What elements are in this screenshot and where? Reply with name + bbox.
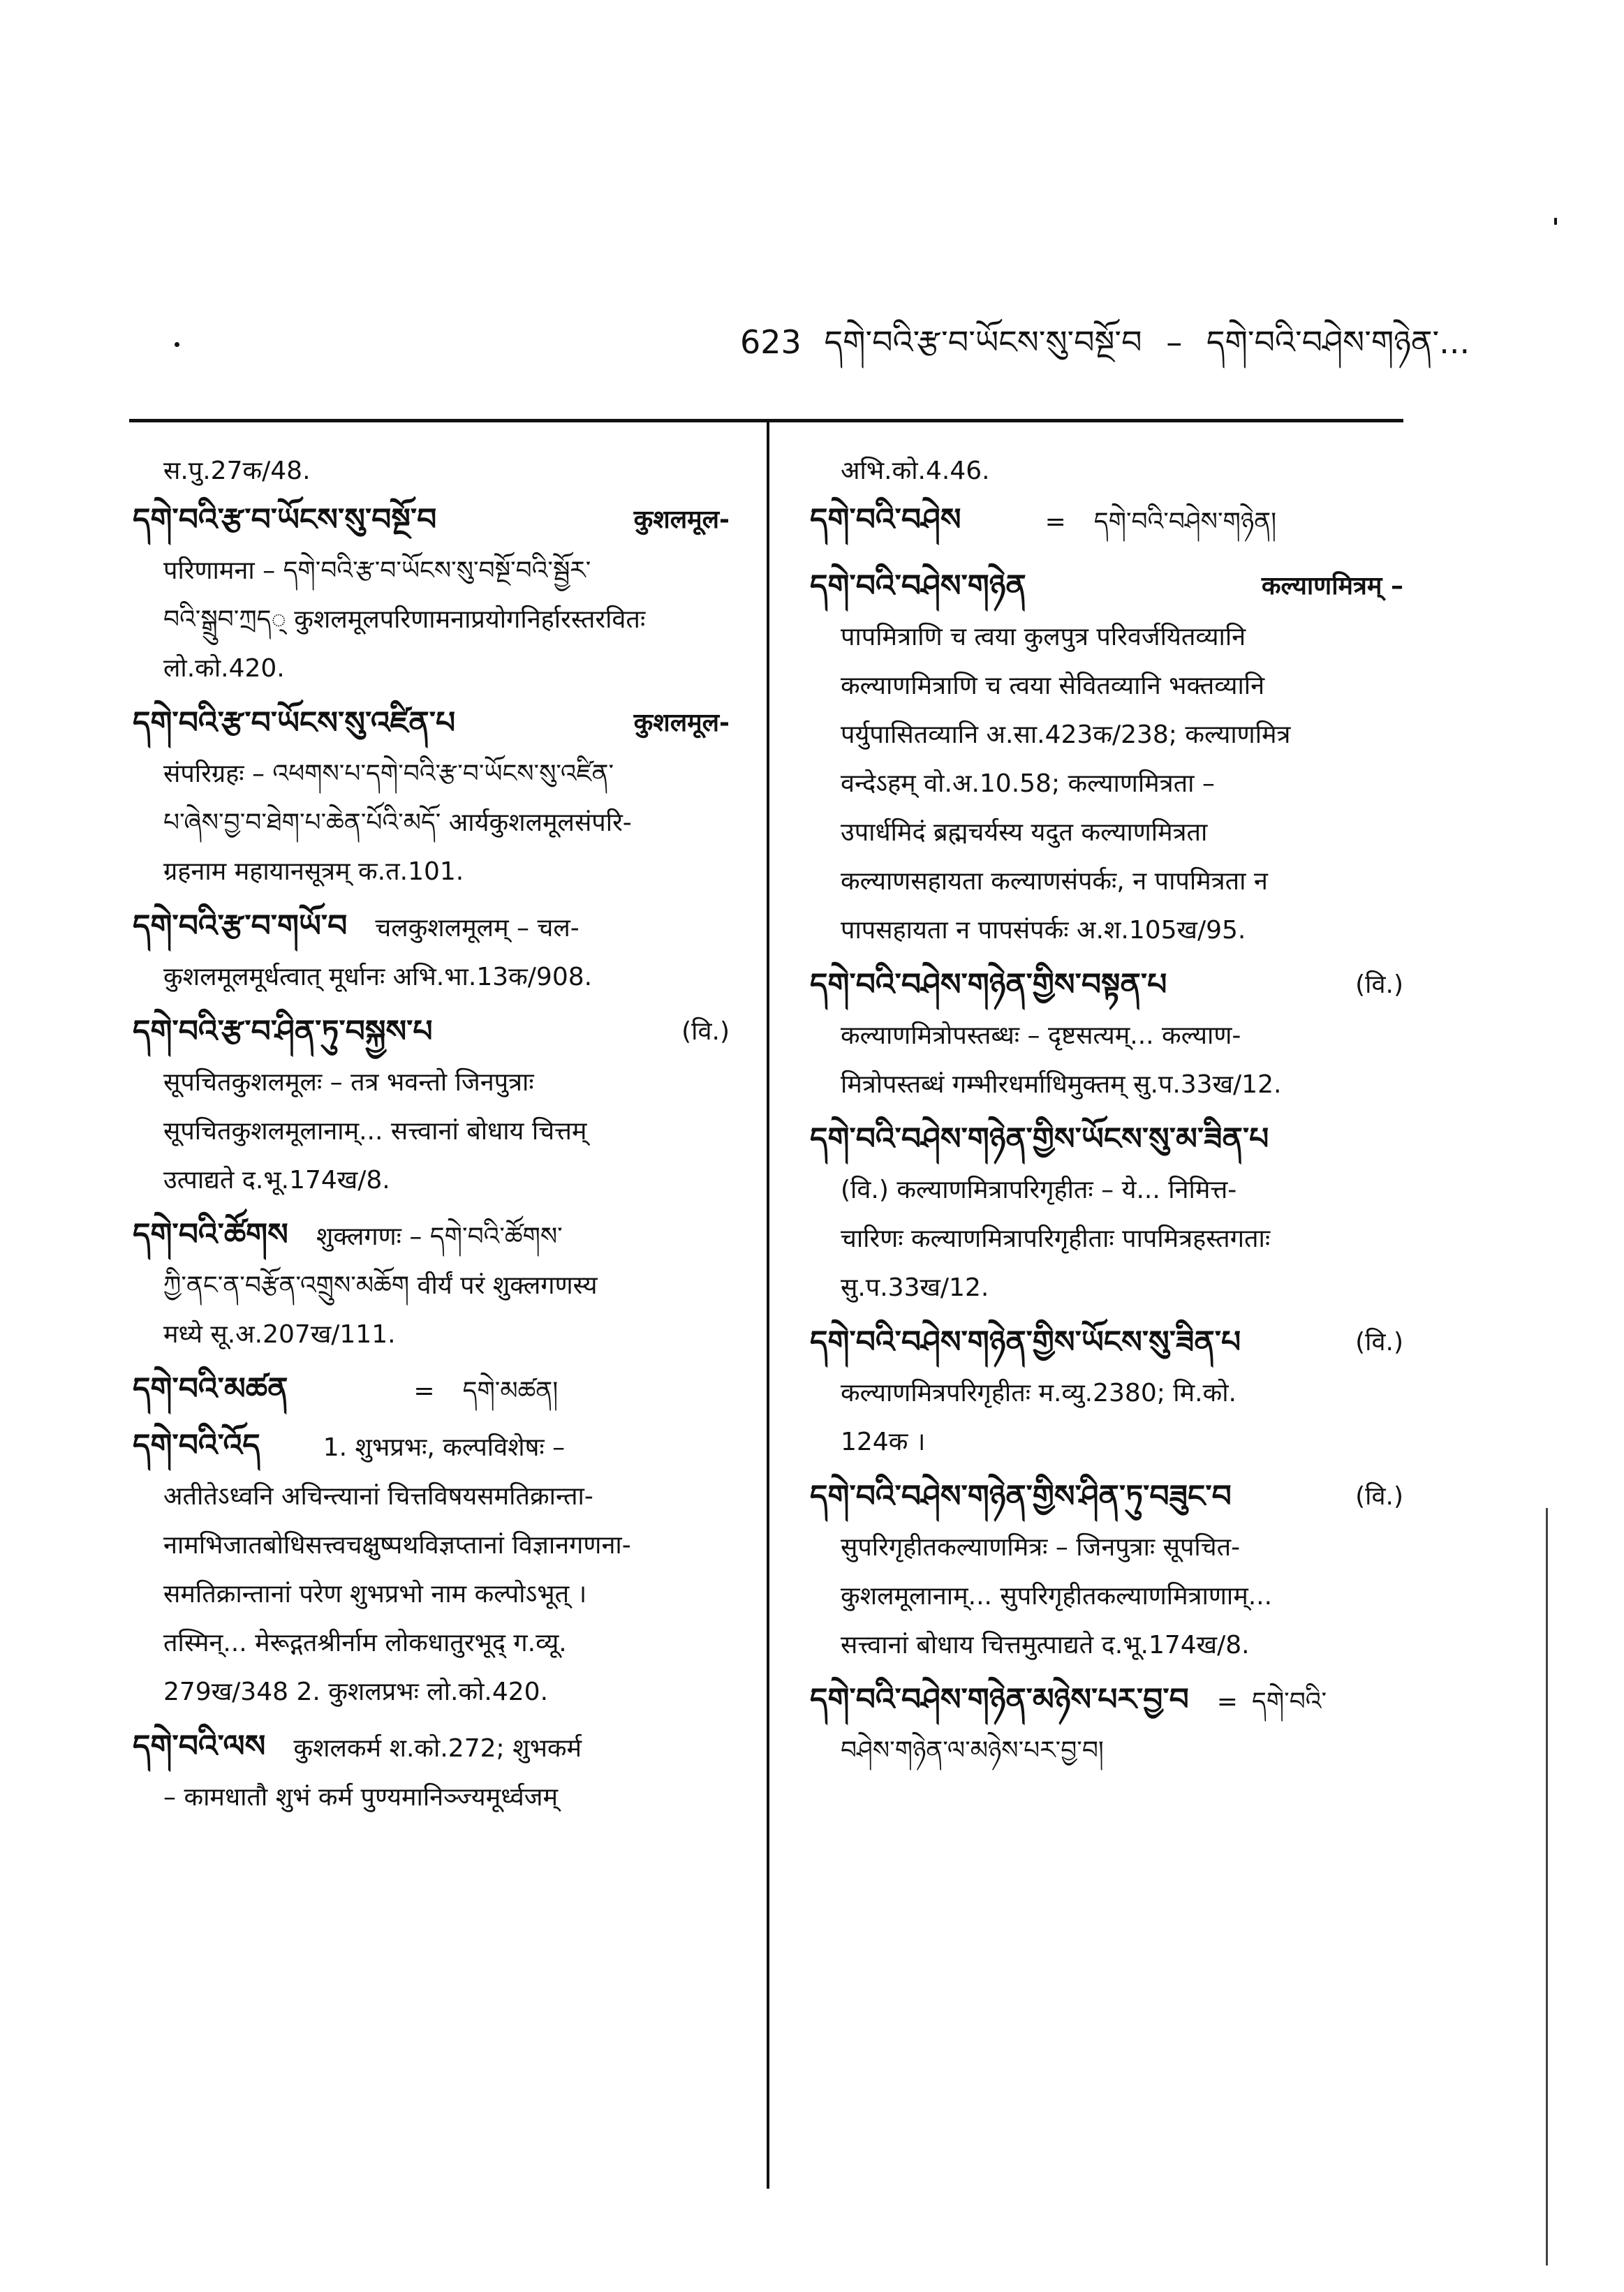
entry-line: संपरिग्रहः – འཕགས་པ་དགེ་བའི་རྩ་བ་ཡོངས་སུ་འཛིན་: [163, 760, 614, 788]
see-reference: དགེ་བའི་བཤེས་གཉེན།: [1093, 508, 1277, 536]
entry-line: मध्ये सू.अ.207ख/111.: [163, 1320, 396, 1349]
entry-tibetan-head: དགེ་བའི་རྩ་བ་ཡོངས་སུ་འཛིན་པ: [133, 705, 456, 741]
dictionary-entry: [133, 902, 730, 1002]
entry-line: कल्याणमित्रपरिगृहीतः म.व्यु.2380; मि.को.: [841, 1379, 1237, 1407]
carry-over-reference: अभि.को.4.46.: [841, 457, 990, 485]
dictionary-entry: [810, 562, 1403, 955]
entry-tibetan-head: དགེ་བའི་མཚན: [133, 1371, 288, 1407]
page-number: 623: [740, 323, 802, 361]
entry-tibetan-head: དགེ་བའི་བཤེས་གཉེན་མཉེས་པར་བྱ་བ: [810, 1682, 1189, 1717]
entry-sanskrit-head: चलकुशलमूलम् – चल-: [375, 914, 580, 942]
entry-line: कल्याणमित्राणि च त्वया सेवितव्यानि भक्तव्यानि: [841, 672, 1265, 700]
entry-sanskrit-head: कुशलमूल-: [633, 709, 730, 737]
entry-sanskrit-head: 1. शुभप्रभः, कल्पविशेषः –: [323, 1433, 566, 1462]
stray-dot-left: [175, 342, 179, 347]
entry-line: सूपचितकुशलमूलानाम्... सत्त्वानां बोधाय चित्तम्: [163, 1117, 587, 1146]
entry-grammar-tag: (वि.): [681, 1017, 730, 1046]
entry-line: सत्त्वानां बोधाय चित्तमुत्पाद्यते द.भू.174ख/8.: [841, 1631, 1250, 1659]
right-column: [810, 447, 1403, 1781]
equals-sign: =: [1044, 508, 1066, 536]
entry-tibetan-head: དགེ་བའི་བཤེས་གཉེན་གྱིས་ཡོངས་སུ་ཟིན་པ: [810, 1324, 1241, 1360]
entry-tibetan-head: དགེ་བའི་རྩ་བ་ཤིན་ཏུ་བསྐྱས་པ: [133, 1014, 433, 1049]
header-range-end: དགེ་བའི་བཤེས་གཉེན་...: [1206, 323, 1470, 361]
entry-line: तस्मिन्... मेरूद्गतश्रीर्नाम लोकधातुरभूद् ग.व्यू.: [163, 1629, 567, 1657]
scan-edge-line: [1546, 1508, 1548, 2265]
entry-line: 124क ।: [841, 1428, 926, 1456]
entry-tibetan-head: དགེ་བའི་ཚོགས: [133, 1217, 288, 1252]
dictionary-entry: [133, 1722, 730, 1822]
entry-tibetan-head: དགེ་བའི་ལས: [133, 1729, 266, 1764]
entry-line: पापसहायता न पापसंपर्कः अ.श.105ख/95.: [841, 916, 1246, 945]
entry-line: कल्याणसहायता कल्याणसंपर्कः, न पापमित्रता न: [841, 867, 1268, 896]
entry-line: पर्युपासितव्यानि अ.सा.423क/238; कल्याणमित्र: [841, 720, 1291, 749]
entry-line: समतिक्रान्तानां परेण शुभप्रभो नाम कल्पोऽभूत् ।: [163, 1580, 587, 1609]
entry-sanskrit-head: कल्याणमित्रम् –: [1261, 572, 1403, 600]
entry-line: लो.को.420.: [163, 654, 285, 683]
entry-line: सु.प.33ख/12.: [841, 1273, 989, 1302]
running-header: [740, 318, 1578, 367]
entry-tibetan-head: དགེ་བའི་བཤེས་གཉེན་གྱིས་བསྟན་པ: [810, 967, 1167, 1003]
entry-line: वन्देऽहम् वो.अ.10.58; कल्याणमित्रता –: [841, 769, 1215, 798]
entry-line: कल्याणमित्रोपस्तब्धः – दृष्टसत्यम्... कल्याण-: [841, 1021, 1241, 1050]
dictionary-entry: [810, 496, 1403, 547]
column-divider: [767, 422, 769, 2189]
header-separator: –: [1166, 323, 1183, 361]
dictionary-entry: [810, 961, 1403, 1109]
see-reference: དགེ་བའི་: [1251, 1687, 1327, 1716]
dictionary-entry: [133, 496, 730, 693]
entry-line: བཤེས་གཉེན་ལ་མཉེས་པར་བྱ་བ།: [841, 1736, 1104, 1765]
entry-line: कुशलमूलमूर्धत्वात् मूर्धानः अभि.भा.13क/908.: [163, 963, 593, 991]
entry-line: कुशलमूलानाम्... सुपरिगृहीतकल्याणमित्राणाम्...: [841, 1582, 1273, 1611]
entry-line: པ་ཞེས་བྱ་བ་ཐེག་པ་ཆེན་པོའི་མདོ་ आर्यकुशलमूलसंपरि-: [163, 808, 632, 837]
entry-grammar-tag: (वि.): [1355, 1482, 1403, 1511]
dictionary-entry: [810, 1472, 1403, 1670]
entry-tibetan-head: དགེ་བའི་རྩ་བ་གཡོ་བ: [133, 908, 348, 944]
dictionary-entry: [810, 1318, 1403, 1467]
entry-tibetan-head: དགེ་བའི་བཤེས་གཉེན་གྱིས་ཤིན་ཏུ་བཟུང་བ: [810, 1479, 1232, 1514]
left-column: [133, 447, 730, 1828]
see-reference: དགེ་མཚན།: [462, 1377, 559, 1405]
entry-line: सूपचितकुशलमूलः – तत्र भवन्तो जिनपुत्राः: [163, 1068, 534, 1097]
dictionary-entry: [810, 1115, 1403, 1313]
entry-line: पापमित्राणि च त्वया कुलपुत्र परिवर्जयितव्यानि: [841, 623, 1246, 651]
entry-line: उपार्धमिदं ब्रह्मचर्यस्य यदुत कल्याणमित्रता: [841, 818, 1208, 847]
entry-line: परिणामना – དགེ་བའི་རྩ་བ་ཡོངས་སུ་བསྔོ་བའི་སྦྱོར་: [163, 556, 591, 585]
dictionary-entry: [133, 1007, 730, 1205]
entry-line: ग्रहनाम महायानसूत्रम् क.त.101.: [163, 857, 464, 886]
equals-sign: =: [1216, 1687, 1238, 1716]
entry-sanskrit-head: शुक्लगणः – དགེ་བའི་ཚོགས་: [316, 1222, 563, 1251]
equals-sign: =: [413, 1377, 435, 1405]
entry-grammar-tag: (वि.): [1355, 970, 1403, 999]
entry-sanskrit-head: कुशलकर्म श.को.272; शुभकर्म: [293, 1734, 582, 1763]
entry-tibetan-head: དགེ་བའི་བཤེས་གཉེན་གྱིས་ཡོངས་སུ་མ་ཟིན་པ: [810, 1121, 1269, 1157]
dictionary-entry: [133, 1421, 730, 1717]
dictionary-entry: [810, 1676, 1403, 1775]
entry-line: उत्पाद्यते द.भू.174ख/8.: [163, 1166, 390, 1195]
entry-grammar-tag: (वि.): [1355, 1328, 1403, 1356]
entry-line: नामभिजातबोधिसत्त्वचक्षुष्पथविज्ञप्तानां विज्ञानगणना-: [163, 1531, 631, 1560]
entry-tibetan-head: དགེ་བའི་བཤེས་གཉེན: [810, 568, 1026, 604]
entry-tibetan-head: དགེ་བའི་རྩ་བ་ཡོངས་སུ་བསྔོ་བ: [133, 502, 437, 538]
entry-line: 279ख/348 2. कुशलप्रभः लो.को.420.: [163, 1678, 549, 1706]
entry-tibetan-head: དགེ་བའི་འོད: [133, 1428, 260, 1463]
entry-line: अतीतेऽध्वनि अचिन्त्यानां चित्तविषयसमतिक्रान्ता-: [163, 1482, 593, 1511]
dictionary-entry: [133, 699, 730, 896]
entry-line: चारिणः कल्याणमित्रापरिगृहीताः पापमित्रहस्तगताः: [841, 1225, 1271, 1253]
entry-tibetan-head: དགེ་བའི་བཤེས: [810, 502, 961, 538]
header-range-start: དགེ་བའི་རྩ་བ་ཡོངས་སུ་བསྔོ་བ: [824, 323, 1142, 361]
carry-over-reference: स.पु.27क/48.: [163, 457, 311, 485]
dictionary-entry: [133, 1365, 730, 1416]
entry-line: मित्रोपस्तब्धं गम्भीरधर्माधिमुक्तम् सु.प.33ख/12.: [841, 1070, 1282, 1099]
stray-dot-right: [1554, 218, 1557, 225]
entry-sanskrit-head: कुशलमूल-: [633, 505, 730, 534]
entry-line: བའི་སྒྲུབ་ཀྲད् कुशलमूलपरिणामनाप्रयोगनिर्हारस्तरवितः: [163, 605, 646, 634]
dictionary-entry: [133, 1211, 730, 1359]
entry-line: (वि.) कल्याणमित्रापरिगृहीतः – ये... निमित्त-: [841, 1176, 1237, 1204]
entry-line: – कामधातौ शुभं कर्म पुण्यमानिञ्ज्यमूर्ध्वजम्: [163, 1783, 559, 1812]
entry-line: सुपरिगृहीतकल्याणमित्रः – जिनपुत्राः सूपचित-: [841, 1533, 1241, 1562]
entry-line: ཀྱི་ནང་ན་བརྩོན་འགྲུས་མཆོག वीर्यं परं शुक्लगणस्य: [163, 1271, 598, 1300]
